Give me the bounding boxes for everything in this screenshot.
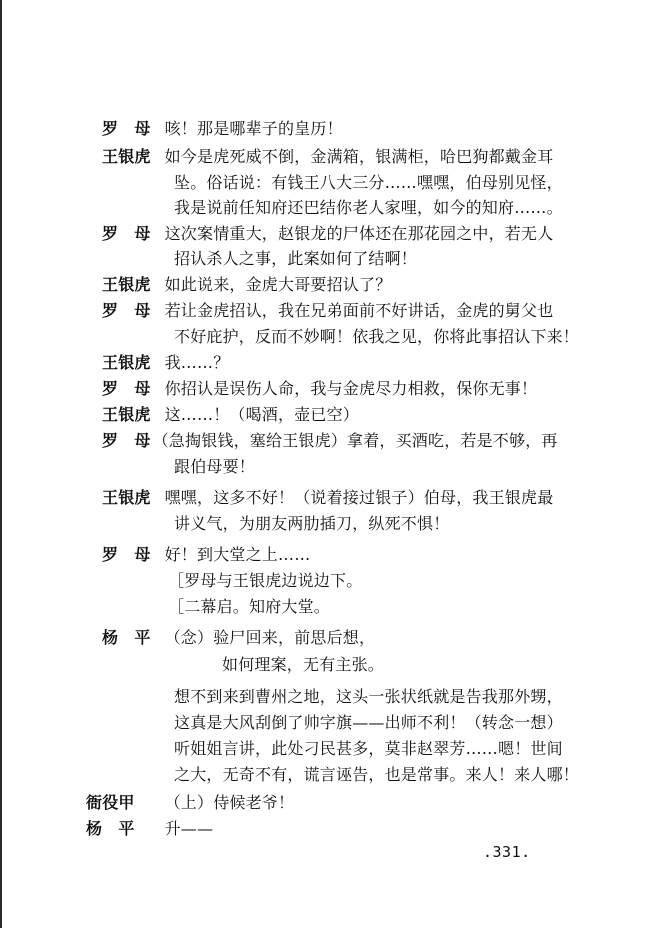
- speaker-label: 罗 母: [102, 224, 151, 243]
- stage-direction-text: ［罗母与王银虎边说边下。: [168, 571, 363, 590]
- speaker-label: 罗 母: [102, 545, 151, 564]
- dialogue-text: 坠。俗话说：有钱王八大三分……嘿嘿，伯母别见怪，: [174, 173, 563, 192]
- dialogue-text: 我……？: [164, 353, 230, 372]
- dialogue-text: （念）验尸回来，前思后想，: [164, 628, 376, 647]
- speaker-label: 衙役甲: [86, 793, 135, 812]
- dialogue-line: [86, 818, 213, 840]
- dialogue-text: 咳！那是哪辈子的皇历！: [164, 119, 343, 138]
- speaker-label: 王银虎: [102, 147, 151, 166]
- dialogue-text: 嘿嘿，这多不好！（说着接过银子）伯母，我王银虎最: [164, 488, 554, 507]
- dialogue-text: 升——: [164, 819, 214, 838]
- dialogue-text: 若让金虎招认，我在兄弟面前不好讲话，金虎的舅父也: [164, 301, 554, 320]
- dialogue-line: [102, 487, 553, 509]
- speaker-label: 杨 平: [102, 628, 151, 647]
- dialogue-line: [102, 118, 343, 140]
- dialogue-line: [102, 223, 553, 245]
- dialogue-line: [102, 404, 359, 426]
- speaker-label: 王银虎: [102, 405, 151, 424]
- dialogue-text: 好！到大堂之上……: [164, 545, 311, 564]
- dialogue-line: [102, 300, 553, 322]
- speaker-label: 王银虎: [102, 353, 151, 372]
- dialogue-text: 这……！（喝酒，壶已空）: [164, 405, 360, 424]
- dialogue-line: [102, 352, 229, 374]
- dialogue-line: [102, 627, 375, 649]
- dialogue-text: 招认杀人之事，此案如何了结啊！: [174, 249, 418, 268]
- dialogue-text: 跟伯母要！: [174, 457, 256, 476]
- dialogue-line: [102, 430, 558, 452]
- speaker-label: 罗 母: [102, 379, 151, 398]
- dialogue-text: （上）侍候老爷！: [164, 793, 295, 812]
- speaker-label: 罗 母: [102, 301, 151, 320]
- dialogue-continuation: [174, 456, 255, 478]
- speaker-label: 罗 母: [102, 119, 151, 138]
- speaker-label: 王银虎: [102, 275, 151, 294]
- dialogue-text: （急掏银钱，塞给王银虎）拿着，买酒吃，若是不够，再: [152, 431, 558, 450]
- dialogue-text: 讲义气，为朋友两肋插刀，纵死不惧！: [174, 514, 450, 533]
- dialogue-text: 如今是虎死威不倒，金满箱，银满柜，哈巴狗都戴金耳: [164, 147, 554, 166]
- dialogue-continuation: [174, 326, 579, 348]
- dialogue-continuation: [174, 738, 563, 760]
- dialogue-line: [102, 378, 537, 400]
- dialogue-text: 如此说来，金虎大哥要招认了？: [164, 275, 392, 294]
- stage-direction: [168, 596, 330, 618]
- dialogue-continuation: [174, 172, 563, 194]
- speaker-label: 罗 母: [102, 431, 151, 450]
- dialogue-text: 如何理案，无有主张。: [222, 655, 385, 674]
- dialogue-line: [102, 544, 310, 566]
- dialogue-text: 这次案情重大，赵银龙的尸体还在那花园之中，若无人: [164, 224, 554, 243]
- stage-direction-text: ［二幕启。知府大堂。: [168, 597, 331, 616]
- dialogue-continuation: [174, 712, 563, 734]
- speaker-label: 王银虎: [102, 488, 151, 507]
- verse-line: [222, 654, 384, 676]
- dialogue-continuation: [174, 686, 563, 708]
- dialogue-continuation: [174, 197, 563, 219]
- dialogue-continuation: [174, 764, 579, 786]
- dialogue-text: 想不到来到曹州之地，这头一张状纸就是告我那外甥，: [174, 687, 563, 706]
- dialogue-text: 这真是大风刮倒了帅字旗——出师不利！（转念一想）: [174, 713, 563, 732]
- dialogue-text: 你招认是误伤人命，我与金虎尽力相救，保你无事！: [164, 379, 538, 398]
- speaker-label: 杨 平: [86, 819, 135, 838]
- dialogue-text: 之大，无奇不有，谎言诬告，也是常事。来人！来人哪！: [174, 765, 580, 784]
- dialogue-text: 不好庇护，反而不妙啊！依我之见，你将此事招认下来！: [174, 327, 580, 346]
- stage-direction: [168, 570, 362, 592]
- dialogue-continuation: [174, 248, 417, 270]
- dialogue-line: [102, 146, 553, 168]
- dialogue-continuation: [174, 513, 449, 535]
- dialogue-text: 听姐姐言讲，此处刁民甚多，莫非赵翠芳……嗯！世间: [174, 739, 563, 758]
- dialogue-line: [102, 274, 391, 296]
- dialogue-text: 我是说前任知府还巴结你老人家哩，如今的知府……。: [174, 198, 563, 217]
- dialogue-line: [86, 792, 294, 814]
- page-number: .331.: [483, 843, 531, 861]
